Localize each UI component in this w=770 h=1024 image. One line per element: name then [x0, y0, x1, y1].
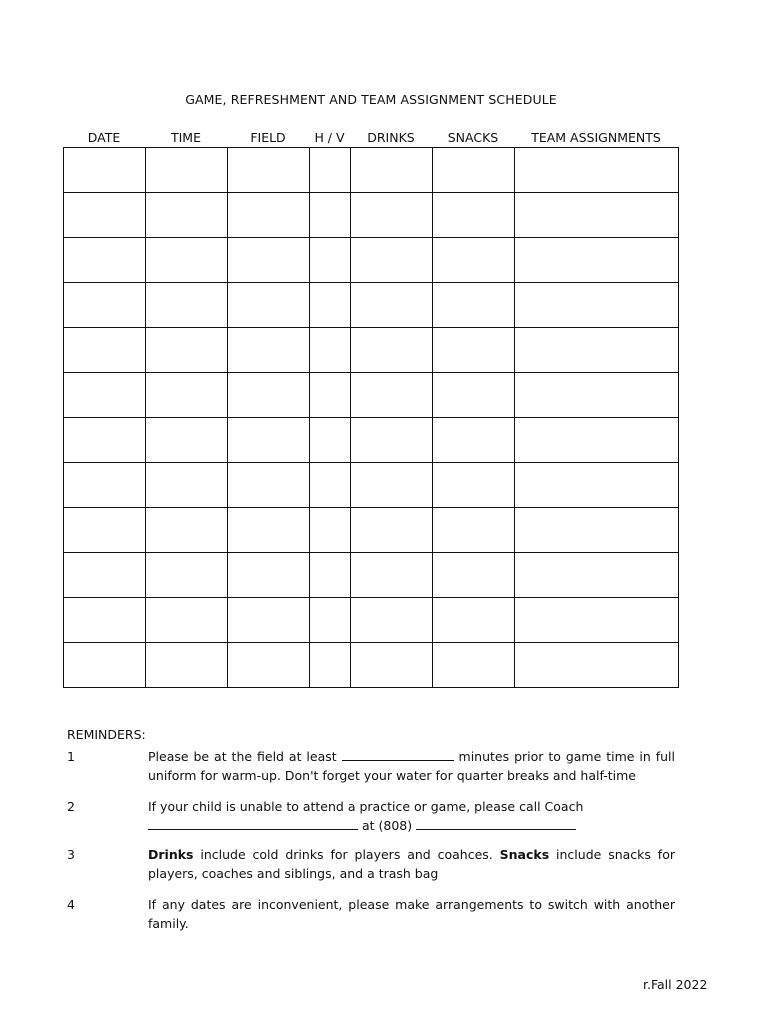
fill-in-blank-phone[interactable] — [416, 817, 576, 830]
table-cell[interactable] — [351, 328, 433, 373]
table-cell[interactable] — [433, 553, 515, 598]
table-cell[interactable] — [310, 553, 351, 598]
table-cell[interactable] — [515, 148, 679, 193]
fill-in-blank-coach-name[interactable] — [148, 817, 358, 830]
header-drinks: DRINKS — [367, 130, 415, 145]
table-cell[interactable] — [64, 553, 146, 598]
table-cell[interactable] — [146, 418, 228, 463]
table-row — [64, 148, 679, 193]
table-cell[interactable] — [310, 373, 351, 418]
table-cell[interactable] — [351, 373, 433, 418]
table-cell[interactable] — [515, 553, 679, 598]
table-row — [64, 508, 679, 553]
table-cell[interactable] — [146, 463, 228, 508]
table-cell[interactable] — [64, 283, 146, 328]
table-cell[interactable] — [146, 193, 228, 238]
header-home-visitor: H / V — [314, 130, 345, 145]
table-cell[interactable] — [64, 418, 146, 463]
table-cell[interactable] — [228, 148, 310, 193]
table-cell[interactable] — [351, 463, 433, 508]
table-cell[interactable] — [228, 508, 310, 553]
reminder-number: 2 — [67, 799, 75, 814]
table-cell[interactable] — [310, 508, 351, 553]
table-cell[interactable] — [433, 238, 515, 283]
table-row — [64, 373, 679, 418]
table-cell[interactable] — [146, 643, 228, 688]
table-cell[interactable] — [351, 598, 433, 643]
table-cell[interactable] — [64, 598, 146, 643]
table-cell[interactable] — [146, 328, 228, 373]
table-cell[interactable] — [146, 508, 228, 553]
table-cell[interactable] — [64, 238, 146, 283]
column-headers — [63, 130, 678, 148]
table-cell[interactable] — [433, 193, 515, 238]
table-cell[interactable] — [351, 283, 433, 328]
table-cell[interactable] — [310, 193, 351, 238]
table-cell[interactable] — [515, 328, 679, 373]
table-cell[interactable] — [64, 508, 146, 553]
table-cell[interactable] — [310, 598, 351, 643]
table-cell[interactable] — [64, 373, 146, 418]
table-row — [64, 553, 679, 598]
table-cell[interactable] — [515, 598, 679, 643]
table-cell[interactable] — [433, 148, 515, 193]
table-cell[interactable] — [351, 508, 433, 553]
table-cell[interactable] — [433, 328, 515, 373]
table-cell[interactable] — [146, 148, 228, 193]
fill-in-blank-minutes[interactable] — [342, 748, 454, 761]
table-cell[interactable] — [351, 148, 433, 193]
table-cell[interactable] — [146, 598, 228, 643]
header-time: TIME — [170, 130, 201, 145]
table-cell[interactable] — [146, 238, 228, 283]
table-cell[interactable] — [228, 643, 310, 688]
table-cell[interactable] — [433, 643, 515, 688]
table-cell[interactable] — [351, 643, 433, 688]
table-cell[interactable] — [310, 148, 351, 193]
table-cell[interactable] — [310, 463, 351, 508]
table-cell[interactable] — [351, 193, 433, 238]
revision-note: r.Fall 2022 — [643, 977, 708, 992]
table-cell[interactable] — [228, 463, 310, 508]
table-cell[interactable] — [515, 238, 679, 283]
table-cell[interactable] — [310, 328, 351, 373]
page-title: GAME, REFRESHMENT AND TEAM ASSIGNMENT SCHEDULE — [185, 92, 557, 107]
table-cell[interactable] — [228, 238, 310, 283]
table-cell[interactable] — [433, 463, 515, 508]
header-team-assignments: TEAM ASSIGNMENTS — [531, 130, 661, 145]
table-cell[interactable] — [228, 418, 310, 463]
table-cell[interactable] — [351, 418, 433, 463]
table-row — [64, 463, 679, 508]
table-cell[interactable] — [310, 643, 351, 688]
table-cell[interactable] — [515, 418, 679, 463]
table-cell[interactable] — [64, 643, 146, 688]
table-cell[interactable] — [515, 463, 679, 508]
table-cell[interactable] — [146, 283, 228, 328]
table-cell[interactable] — [228, 373, 310, 418]
header-field: FIELD — [250, 130, 286, 145]
table-cell[interactable] — [64, 193, 146, 238]
table-row — [64, 418, 679, 463]
header-date: DATE — [87, 130, 121, 145]
header-snacks: SNACKS — [447, 130, 499, 145]
reminders-heading: REMINDERS: — [67, 727, 146, 742]
table-row — [64, 328, 679, 373]
table-cell[interactable] — [228, 193, 310, 238]
table-row — [64, 193, 679, 238]
table-cell[interactable] — [310, 238, 351, 283]
table-cell[interactable] — [515, 643, 679, 688]
table-cell[interactable] — [228, 553, 310, 598]
table-cell[interactable] — [228, 598, 310, 643]
table-cell[interactable] — [433, 373, 515, 418]
table-cell[interactable] — [433, 508, 515, 553]
reminder-text: If your child is unable to attend a practice or game, please call Coach at (808) — [148, 799, 584, 833]
table-cell[interactable] — [146, 373, 228, 418]
reminder-text: Please be at the field at least minutes prior to game time in full uniform for warm-up. Don't forget your water for quarter breaks and half-time — [148, 749, 675, 783]
table-cell[interactable] — [351, 238, 433, 283]
reminder-text: If any dates are inconvenient, please make arrangements to switch with another family. — [148, 897, 675, 931]
table-cell[interactable] — [433, 598, 515, 643]
table-row — [64, 643, 679, 688]
table-cell[interactable] — [64, 463, 146, 508]
table-cell[interactable] — [146, 553, 228, 598]
table-cell[interactable] — [515, 508, 679, 553]
schedule-table — [63, 147, 679, 688]
table-row — [64, 238, 679, 283]
table-cell[interactable] — [228, 328, 310, 373]
table-cell[interactable] — [433, 283, 515, 328]
table-cell[interactable] — [64, 328, 146, 373]
table-cell[interactable] — [515, 193, 679, 238]
table-cell[interactable] — [351, 553, 433, 598]
table-cell[interactable] — [310, 418, 351, 463]
table-cell[interactable] — [310, 283, 351, 328]
table-cell[interactable] — [228, 283, 310, 328]
reminder-number: 1 — [67, 749, 75, 764]
table-cell[interactable] — [433, 418, 515, 463]
table-cell[interactable] — [515, 373, 679, 418]
table-row — [64, 283, 679, 328]
table-cell[interactable] — [64, 148, 146, 193]
table-row — [64, 598, 679, 643]
reminder-number: 3 — [67, 847, 75, 862]
table-cell[interactable] — [515, 283, 679, 328]
reminder-text: Drinks include cold drinks for players and coahces. Snacks include snacks for players, coaches and siblings, and a trash bag — [148, 847, 675, 881]
reminder-number: 4 — [67, 897, 75, 912]
